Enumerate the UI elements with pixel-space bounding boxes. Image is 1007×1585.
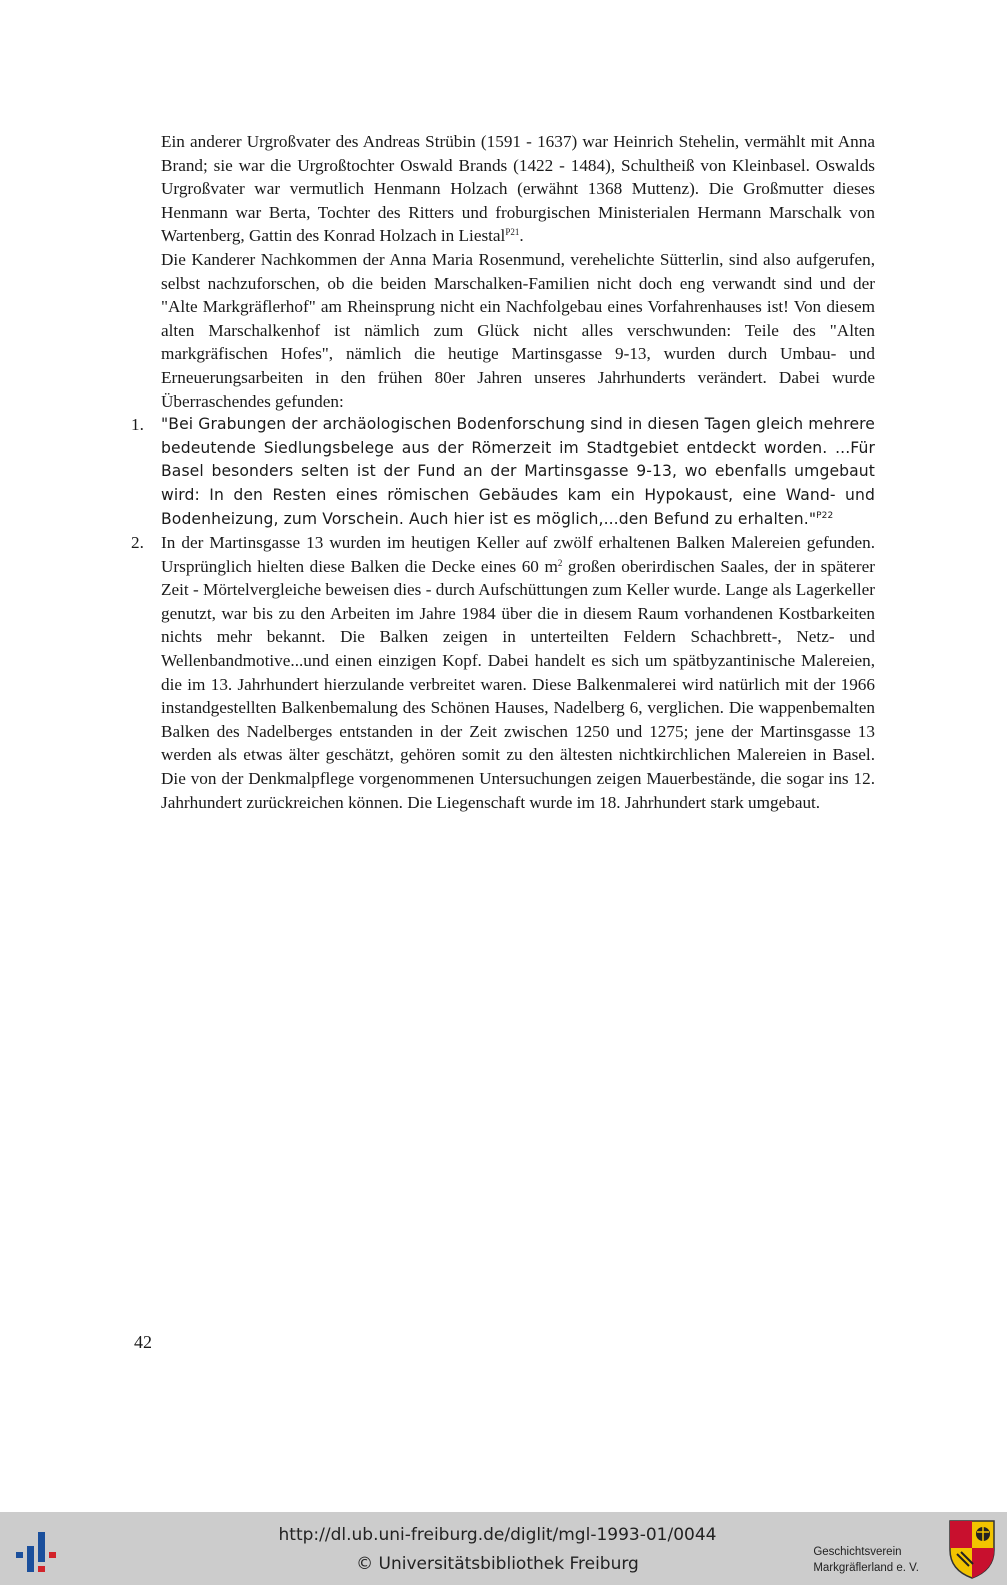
page-body [131,130,875,814]
superscript: 2 [557,557,563,568]
list-item-number: 1. [131,415,144,435]
quote-text: "Bei Grabungen der archäologischen Bodenforschung sind in diesen Tagen gleich mehrere bedeutende Siedlungsbelege aus der Römerzeit im Stadtgebiet entdeckt worden. ...Für Basel besonders selten ist der Fund an der Martinsgasse 9-13, wo ebenfalls umgebaut wird: In den Resten eines römischen Gebäudes kam ein Hypokaust, eine Wand- und Bodenheizung, zum Vorschein. Auch hier ist es möglich,...den Befund zu erhalten." [161,415,875,528]
list-item-number: 2. [131,533,144,553]
org-name-line2: Markgräflerland e. V. [813,1562,919,1574]
paragraph-kanderer: Die Kanderer Nachkommen der Anna Maria Rosenmund, verehelichte Sütterlin, sind also aufgerufen, selbst nachzuforschen, ob die beiden Marschalken-Familien nicht doch eng verwandt sind und der "Alte Markgräflerhof" am Rheinsprung nicht ein Nachfolgebau eines Vorfahrenhauses ist! Von diesem alten Marschalkenhof ist nämlich zum Glück nicht alles verschwunden: Teile des "Alten markgräfischen Hofes", nämlich die heutige Martinsgasse 9-13, wurden durch Umbau- und Erneuerungsarbeiten in den frühen 80er Jahren unseres Jahrhunderts verändert. Dabei wurde Überraschendes gefunden: [161,249,875,411]
list-item-quote [161,413,875,531]
paragraph-text: Ein anderer Urgroßvater des Andreas Strübin (1591 - 1637) war Heinrich Stehelin, vermählt mit Anna Brand; sie war die Urgroßtochter Oswald Brands (1422 - 1484), Schultheiß von Kleinbasel. Oswalds Urgroßvater war vermutlich Henmann Holzach (erwähnt 1368 Muttenz). Die Großmutter dieses Henmann war Berta, Tochter des Ritters und froburgischen Ministerialen Hermann Marschalk von Wartenberg, Gattin des Konrad Holzach in Liestal [161,132,875,246]
org-name-line1: Geschichtsverein [813,1546,902,1558]
footer-url-link[interactable]: http://dl.ub.uni-freiburg.de/diglit/mgl-1993-01/0044 [278,1525,717,1545]
footer-copyright: © Universitätsbibliothek Freiburg [356,1554,639,1574]
list-item [131,413,875,531]
footnote-ref: P21 [505,227,520,238]
paragraph-end: . [519,226,524,246]
page-number: 42 [134,1332,152,1352]
list-item-text-part: großen oberirdischen Saales, der in späterer Zeit - Mörtelvergleiche beweisen dies - durch Aufschüttungen zum Keller wurde. Lange als Lagerkeller genutzt, war bis zu den Arbeiten im Jahre 1984 über die in diesem Raum vorhandenen Kostbarkeiten nichts mehr bekannt. Die Balken zeigen in unterteilten Feldern Schachbrett-, Netz- und Wellenbandmotive...und einen einzigen Kopf. Dabei handelt es sich um spätbyzantinische Malereien, die im 13. Jahrhundert hierzulande verbreitet waren. Diese Balkenmalerei wird natürlich mit der 1966 instandgestellten Balkenbemalung des Schönen Hauses, Nadelberg 6, verglichen. Die wappenbemalten Balken des Nadelberges entstanden in der Zeit zwischen 1250 und 1275; jene der Martinsgasse 13 werden als etwas älter geschätzt, gehören somit zu den ältesten nichtkirchlichen Malereien in Basel. Die von der Denkmalpflege vorgenommenen Untersuchungen zeigen Mauerbestände, die sogar ins 12. Jahrhundert zurückreichen können. Die Liegenschaft wurde im 18. Jahrhundert stark umgebaut. [161,556,875,812]
coat-of-arms-icon[interactable] [947,1518,997,1580]
paragraph-ancestry [161,130,875,248]
footer-bar [0,1512,1007,1585]
footnote-ref: P22 [816,510,834,521]
list-item [131,531,875,814]
list-item-text [161,531,875,814]
footer-organization [813,1544,919,1576]
list-item-text-part: In der Martinsgasse 13 wurden im heutigen Keller auf zwölf erhaltenen Balken Malereien gefunden. Ursprünglich hielten diese Balken die Decke eines 60 m [161,533,875,576]
